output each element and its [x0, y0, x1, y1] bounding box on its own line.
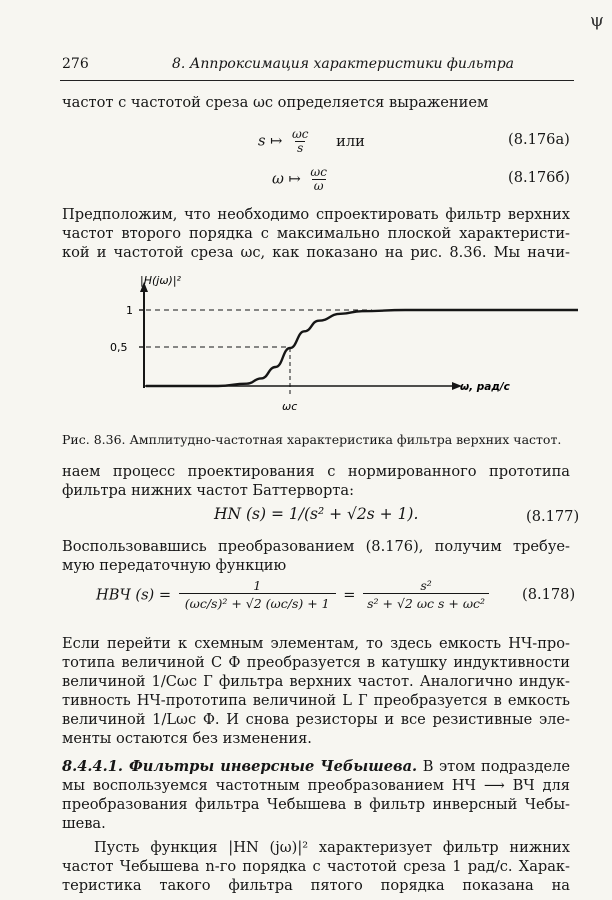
eq178-equals: = — [343, 586, 356, 604]
figure-caption: Рис. 8.36. Амплитудно-частотная характеристика фильтра верхних частот. — [62, 432, 562, 447]
section-title: 8.4.4.1. Фильтры инверсные Чебышева. — [62, 758, 418, 775]
tick-05-label: 0,5 — [110, 341, 128, 354]
para6-line-3: теристика такого фильтра пятого порядка показана на — [62, 877, 570, 894]
para1-line-3: кой и частотой среза ωc, как показано на рис. 8.36. Мы начи- — [62, 244, 570, 261]
eq178-fraction-1 — [179, 578, 336, 613]
equation-177: HN (s) = 1/(s² + √2s + 1). — [214, 505, 419, 523]
x-axis-label: ω, рад/с — [460, 381, 510, 393]
eq178-number: (8.178) — [522, 586, 576, 603]
eq176a-den: s — [297, 141, 304, 155]
intro-line: частот с частотой среза ωc определяется выражением — [62, 94, 489, 111]
eq176b-den: ω — [313, 179, 324, 193]
eq176a-fraction — [290, 128, 311, 155]
y-axis-label: |H(jω)|² — [140, 274, 181, 287]
eq176a-num: ωc — [292, 127, 309, 141]
eq178-den1: (ωc/s)² + √2 (ωc/s) + 1 — [179, 593, 336, 613]
para1-line-2: частот второго порядка с максимально плоской характеристи- — [62, 225, 570, 242]
equation-178 — [96, 578, 492, 613]
figure-8-36 — [0, 268, 612, 418]
para1-line-1: Предположим, что необходимо спроектировать фильтр верхних — [62, 206, 570, 223]
header-rule — [60, 80, 574, 81]
corner-mark: ψ — [589, 10, 604, 31]
para3-line-1: Воспользовавшись преобразованием (8.176), получим требуе- — [62, 538, 570, 555]
page-number: 276 — [62, 56, 89, 72]
para4-line-3: величиной 1/Cωc Г фильтра верхних частот. Аналогично индук- — [62, 673, 570, 690]
eq176a-word: или — [336, 132, 365, 150]
eq178-den2: s² + √2 ωc s + ωc² — [363, 593, 489, 613]
para4-line-5: величиной 1/Lωc Ф. И снова резисторы и все резистивные эле- — [62, 711, 570, 728]
para5-line-2: мы воспользуемся частотным преобразованием НЧ ⟶ ВЧ для — [62, 777, 570, 794]
para2-line-2: фильтра нижних частот Баттерворта: — [62, 482, 355, 499]
section-line-1 — [62, 757, 570, 777]
eq176a-lhs: s ↦ — [258, 132, 283, 150]
tick-1-label: 1 — [126, 304, 133, 317]
eq178-num1: 1 — [253, 578, 262, 593]
para6-line-2: частот Чебышева n-го порядка с частотой среза 1 рад/с. Харак- — [62, 858, 570, 875]
para2-line-1: наем процесс проектирования с нормированного прототипа — [62, 463, 570, 480]
eq176b-fraction — [308, 166, 329, 193]
cutoff-label: ωc — [282, 400, 298, 413]
para6-line-1: Пусть функция |HN (jω)|² характеризует фильтр нижних — [94, 839, 570, 856]
eq176a-number: (8.176а) — [508, 131, 570, 148]
para4-line-2: тотипа величиной C Ф преобразуется в катушку индуктивности — [62, 654, 570, 671]
section-line-1-rest: В этом подразделе — [417, 758, 570, 775]
eq176b-number: (8.176б) — [508, 169, 570, 186]
para3-line-2: мую передаточную функцию — [62, 557, 287, 574]
running-title: 8. Аппроксимация характеристики фильтра — [172, 56, 515, 72]
eq177-number: (8.177) — [526, 508, 580, 525]
eq176b-num: ωc — [310, 165, 327, 179]
equation-176b — [272, 166, 332, 193]
para4-line-4: тивность НЧ-прототипа величиной L Г преобразуется в емкость — [62, 692, 570, 709]
eq178-num2: s² — [420, 578, 432, 593]
equation-176a — [258, 128, 365, 155]
eq178-fraction-2 — [363, 578, 489, 613]
response-curve — [146, 310, 578, 386]
eq178-lhs: HВЧ (s) = — [96, 586, 172, 604]
para4-line-6: менты остаются без изменения. — [62, 730, 312, 747]
eq176b-lhs: ω ↦ — [272, 170, 301, 188]
para5-line-3: преобразования фильтра Чебышева в фильтр инверсный Чебы- — [62, 796, 570, 813]
para5-line-4: шева. — [62, 815, 106, 832]
para4-line-1: Если перейти к схемным элементам, то здесь емкость НЧ-про- — [62, 635, 570, 652]
